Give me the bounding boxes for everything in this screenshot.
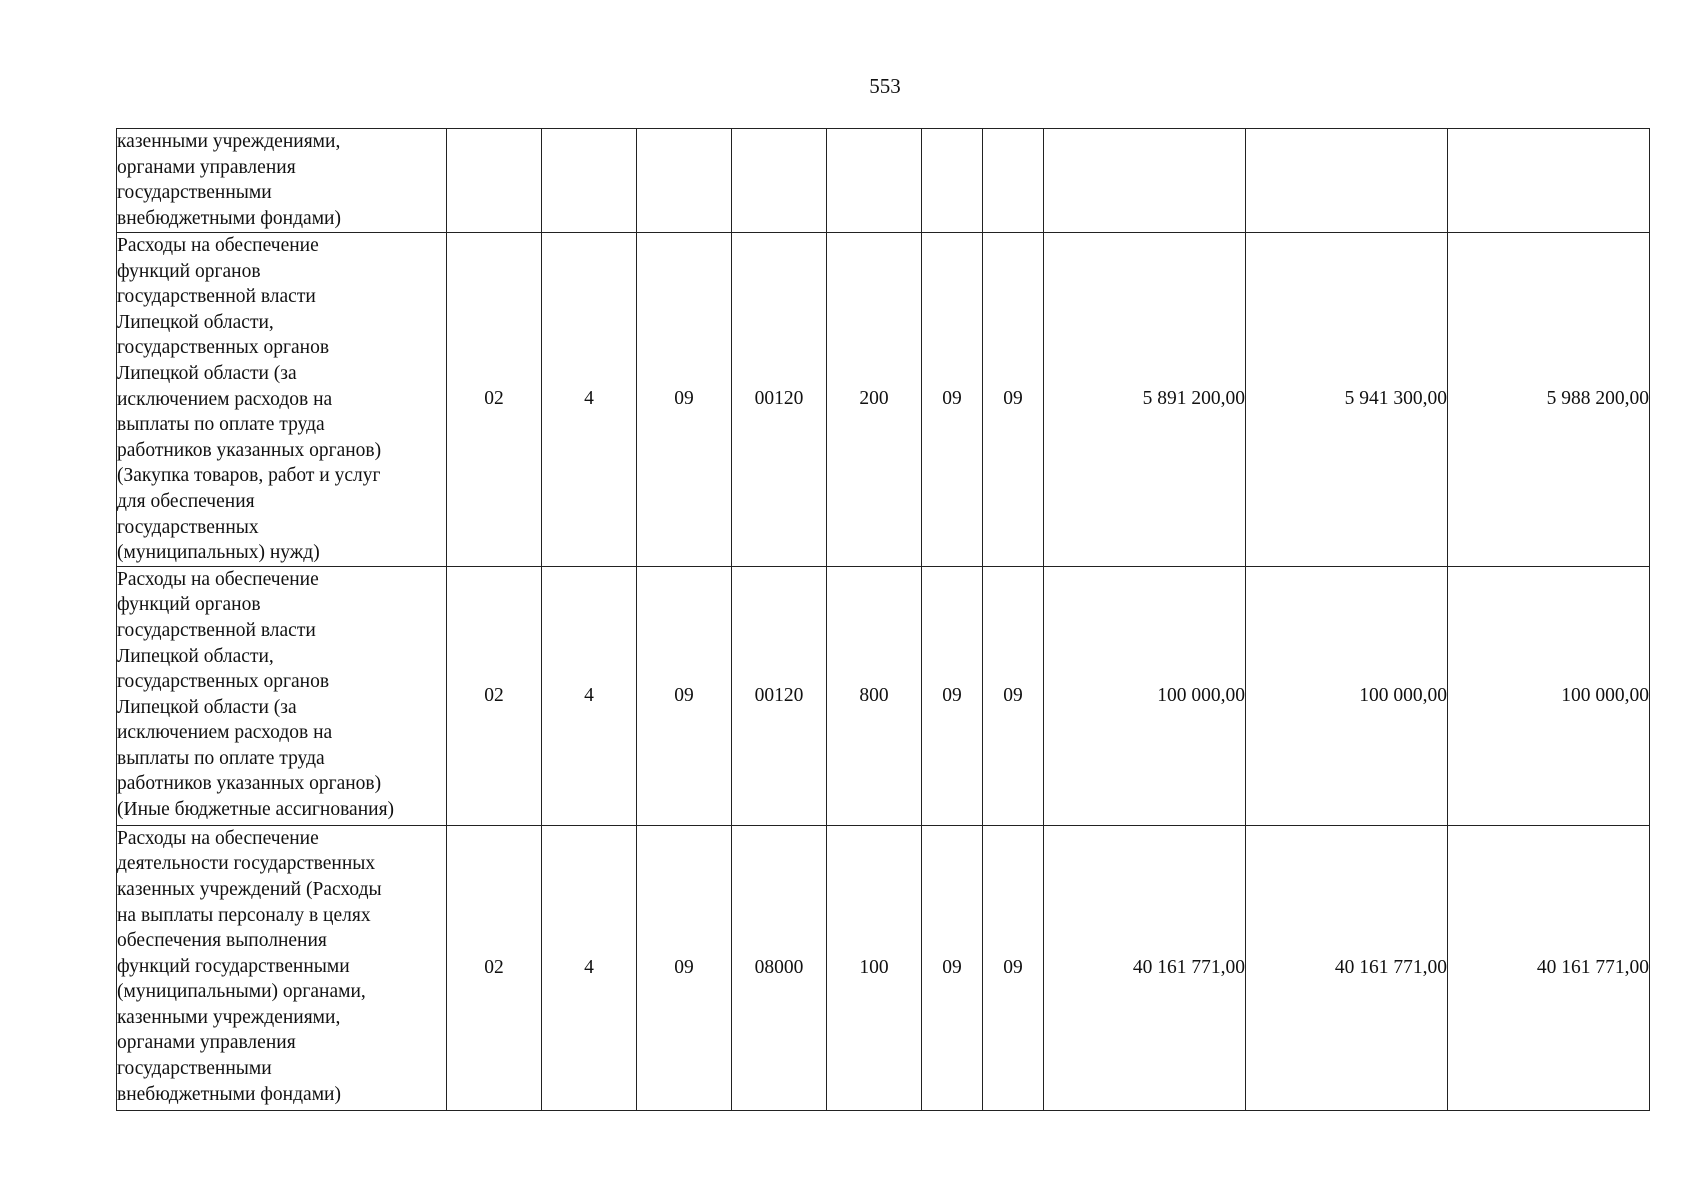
expense-description-line: Расходы на обеспечение bbox=[117, 235, 319, 256]
code-gp-cell bbox=[447, 129, 542, 233]
expense-description-line: выплаты по оплате труда bbox=[117, 747, 325, 769]
code-main-event-cell: 09 bbox=[637, 825, 732, 1110]
expense-description-line: (муниципальных) нужд) bbox=[117, 542, 320, 564]
expense-description-line: Липецкой области (за bbox=[117, 362, 297, 384]
code-direction-cell bbox=[732, 129, 827, 233]
table-row bbox=[117, 233, 1650, 567]
expense-description-line: Липецкой области, bbox=[117, 645, 274, 667]
code-subsection-cell: 09 bbox=[983, 566, 1044, 825]
expense-description-cell bbox=[117, 129, 447, 233]
amount-year-2-cell: 100 000,00 bbox=[1246, 566, 1448, 825]
expense-description-line: государственных органов bbox=[117, 671, 330, 693]
table-row bbox=[117, 825, 1650, 1110]
expense-description-line: государственных органов bbox=[117, 337, 330, 359]
expense-description-line: Расходы на обеспечение bbox=[117, 568, 319, 590]
amount-year-3-cell bbox=[1448, 129, 1650, 233]
expense-description-line: органами управления bbox=[117, 156, 296, 178]
expense-description-line: работников указанных органов) bbox=[117, 439, 382, 461]
code-subprogram-cell: 4 bbox=[542, 233, 637, 567]
code-section-cell: 09 bbox=[922, 233, 983, 567]
amount-year-1-cell: 40 161 771,00 bbox=[1044, 825, 1246, 1110]
budget-table bbox=[116, 128, 1650, 1111]
code-gp-cell: 02 bbox=[447, 825, 542, 1110]
expense-description-cell bbox=[117, 233, 447, 567]
code-subprogram-cell: 4 bbox=[542, 566, 637, 825]
code-direction-cell: 00120 bbox=[732, 566, 827, 825]
expense-description-line: государственными bbox=[117, 182, 272, 204]
expense-description-line: деятельности государственных bbox=[117, 853, 376, 875]
code-section-cell: 09 bbox=[922, 825, 983, 1110]
expense-description-line: государственных bbox=[117, 516, 259, 538]
expense-description-line: (Иные бюджетные ассигнования) bbox=[117, 799, 395, 821]
code-subsection-cell: 09 bbox=[983, 825, 1044, 1110]
code-section-cell: 09 bbox=[922, 566, 983, 825]
code-main-event-cell: 09 bbox=[637, 233, 732, 567]
expense-description-line: функций органов bbox=[117, 594, 261, 616]
amount-year-3-cell: 100 000,00 bbox=[1448, 566, 1650, 825]
code-expense-type-cell bbox=[827, 129, 922, 233]
expense-description-line: казенными учреждениями, bbox=[117, 1006, 341, 1028]
amount-year-1-cell: 5 891 200,00 bbox=[1044, 233, 1246, 567]
expense-description-cell bbox=[117, 825, 447, 1110]
code-direction-cell: 08000 bbox=[732, 825, 827, 1110]
expense-description-line: функций органов bbox=[117, 260, 261, 282]
amount-year-2-cell: 40 161 771,00 bbox=[1246, 825, 1448, 1110]
expense-description-line: для обеспечения bbox=[117, 490, 255, 512]
page-number: 553 bbox=[869, 74, 901, 98]
expense-description-line: исключением расходов на bbox=[117, 388, 333, 410]
code-section-cell bbox=[922, 129, 983, 233]
expense-description-line: функций государственными bbox=[117, 955, 350, 977]
code-subprogram-cell: 4 bbox=[542, 825, 637, 1110]
amount-year-2-cell: 5 941 300,00 bbox=[1246, 233, 1448, 567]
code-subsection-cell: 09 bbox=[983, 233, 1044, 567]
expense-description-line: государственной власти bbox=[117, 619, 316, 641]
table-row bbox=[117, 129, 1650, 233]
code-direction-cell: 00120 bbox=[732, 233, 827, 567]
code-gp-cell: 02 bbox=[447, 233, 542, 567]
code-expense-type-cell: 100 bbox=[827, 825, 922, 1110]
expense-description-cell bbox=[117, 566, 447, 825]
amount-year-3-cell: 40 161 771,00 bbox=[1448, 825, 1650, 1110]
amount-year-1-cell: 100 000,00 bbox=[1044, 566, 1246, 825]
amount-year-2-cell bbox=[1246, 129, 1448, 233]
expense-description-line: обеспечения выполнения bbox=[117, 930, 327, 952]
expense-description-line: внебюджетными фондами) bbox=[117, 207, 341, 229]
code-gp-cell: 02 bbox=[447, 566, 542, 825]
expense-description-line: казенных учреждений (Расходы bbox=[117, 878, 382, 900]
expense-description-line: работников указанных органов) bbox=[117, 773, 382, 795]
expense-description-line: Липецкой области (за bbox=[117, 696, 297, 718]
code-subsection-cell bbox=[983, 129, 1044, 233]
expense-description-line: Расходы на обеспечение bbox=[117, 827, 319, 849]
code-expense-type-cell: 800 bbox=[827, 566, 922, 825]
expense-description-line: органами управления bbox=[117, 1032, 296, 1054]
expense-description-line: (муниципальными) органами, bbox=[117, 981, 366, 1003]
code-expense-type-cell: 200 bbox=[827, 233, 922, 567]
expense-description-line: казенными учреждениями, bbox=[117, 131, 341, 152]
expense-description-line: (Закупка товаров, работ и услуг bbox=[117, 465, 381, 487]
code-subprogram-cell bbox=[542, 129, 637, 233]
expense-description-line: выплаты по оплате труда bbox=[117, 414, 325, 436]
expense-description-line: Липецкой области, bbox=[117, 311, 274, 333]
code-main-event-cell: 09 bbox=[637, 566, 732, 825]
amount-year-1-cell bbox=[1044, 129, 1246, 233]
expense-description-line: внебюджетными фондами) bbox=[117, 1083, 341, 1105]
expense-description-line: государственными bbox=[117, 1058, 272, 1080]
expense-description-line: на выплаты персоналу в целях bbox=[117, 904, 371, 926]
code-main-event-cell bbox=[637, 129, 732, 233]
table-row bbox=[117, 566, 1650, 825]
expense-description-line: исключением расходов на bbox=[117, 722, 333, 744]
amount-year-3-cell: 5 988 200,00 bbox=[1448, 233, 1650, 567]
expense-description-line: государственной власти bbox=[117, 286, 316, 308]
table-body bbox=[117, 129, 1650, 1111]
